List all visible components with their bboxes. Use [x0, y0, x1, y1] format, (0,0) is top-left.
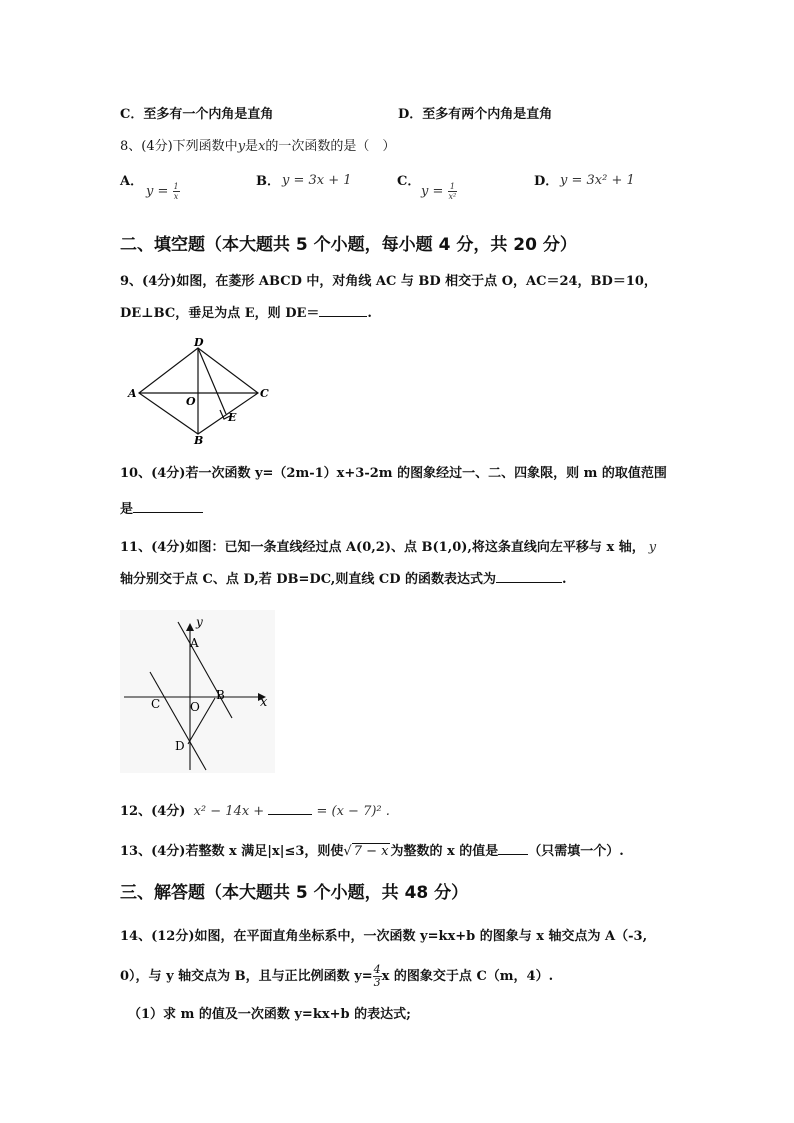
q11-axis-y-label: y — [196, 615, 203, 629]
q9-label-c: C — [260, 387, 269, 400]
q14-sub1: （1）求 m 的值及一次函数 y=kx+b 的表达式; — [128, 1007, 411, 1022]
q9-label-e: E — [228, 411, 237, 424]
q11-label-d: D — [175, 739, 185, 753]
q10-line2: 是 — [120, 498, 203, 517]
q8-option-c-expr: y = $\frac{1}{\text{x²}}$ — [421, 182, 457, 201]
q14-line2: 0），与 y 轴交点为 B，且与正比例函数 y= $\frac{4}{3}$ x 的图象交于点 C（m，4）. — [120, 963, 554, 989]
q9-label-b: B — [194, 434, 204, 447]
q11-coordinate-figure — [120, 610, 280, 775]
q10-line1: 10、(4分)若一次函数 y=（2m-1）x+3-2m 的图象经过一、二、四象限，则 m 的取值范围 — [120, 466, 667, 481]
q11-label-o: O — [190, 700, 200, 714]
q11-label-a: A — [190, 636, 199, 650]
q9-line2: DE⊥BC，垂足为点 E，则 DE＝ . — [120, 306, 372, 321]
q11-line2: 轴分别交于点 C、点 D,若 DB=DC,则直线 CD 的函数表达式为 . — [120, 572, 567, 587]
q11-line1: 11、(4分)如图：已知一条直线经过点 A(0,2)、点 B(1,0),将这条直线向左平移与 x 轴， y — [120, 540, 657, 555]
q9-label-o: O — [186, 395, 196, 408]
q7-option-c: C．至多有一个内角是直角 — [120, 107, 274, 122]
q12-line: 12、(4分) x² − 14x + = (x − 7)² . — [120, 804, 390, 819]
q8-option-a-label: A． — [120, 174, 144, 189]
q14-line1: 14、(12分)如图，在平面直角坐标系中，一次函数 y=kx+b 的图象与 x 轴交点为 A（-3, — [120, 929, 648, 944]
q9-rhombus-figure — [120, 338, 280, 448]
q13-line: 13、(4分)若整数 x 满足|x|≤3，则使√ 7 − x 为整数的 x 的值是 （只需填一个）. — [120, 844, 624, 859]
q11-label-b: B — [216, 688, 225, 702]
q9-line1: 9、(4分)如图，在菱形 ABCD 中，对角线 AC 与 BD 相交于点 O，AC＝24，BD＝10， — [120, 274, 657, 289]
q8-option-c-label: C． — [397, 174, 421, 189]
q7-option-d: D．至多有两个内角是直角 — [398, 107, 553, 122]
q8-stem: 8、(4分)下列函数中y是x的一次函数的是（ ） — [120, 139, 396, 154]
q8-option-d-expr: y = 3x² + 1 — [560, 173, 635, 188]
q8-option-a-expr: y = $\frac{1}{x}$ — [146, 182, 179, 201]
q8-option-b-label: B． — [256, 174, 280, 189]
section-2-title: 二、填空题（本大题共 5 个小题，每小题 4 分，共 20 分） — [120, 235, 577, 255]
q8-option-d-label: D． — [534, 174, 559, 189]
q8-option-b-expr: y = 3x + 1 — [282, 173, 352, 188]
section-3-title: 三、解答题（本大题共 5 个小题，共 48 分） — [120, 883, 469, 903]
q9-label-a: A — [128, 387, 137, 400]
q11-axis-x-label: x — [260, 695, 268, 710]
q11-label-c: C — [151, 697, 161, 711]
q9-label-d: D — [194, 338, 204, 349]
